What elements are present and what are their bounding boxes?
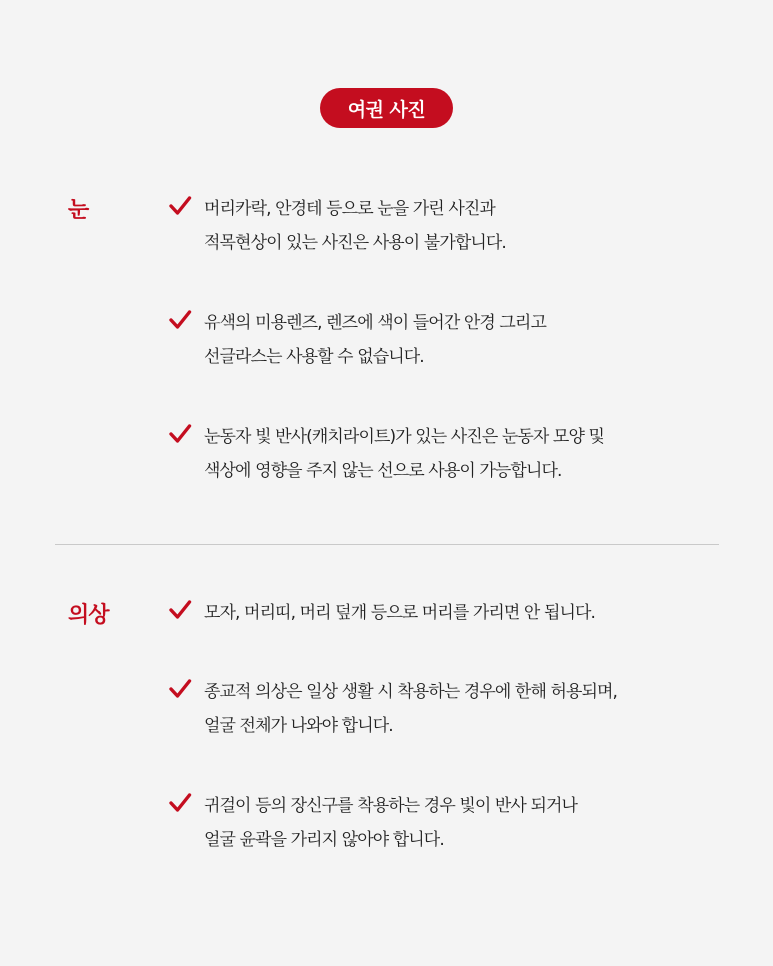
section-label-eyes: 눈: [68, 198, 89, 223]
item-line: 유색의 미용렌즈, 렌즈에 색이 들어간 안경 그리고: [204, 313, 546, 333]
check-icon: [168, 422, 192, 446]
section-divider: [55, 544, 719, 545]
list-item: [168, 420, 728, 488]
item-text: [204, 675, 728, 743]
item-text: [204, 306, 728, 374]
list-item: [168, 192, 728, 260]
check-icon: [168, 194, 192, 218]
check-icon: [168, 598, 192, 622]
item-line: 얼굴 전체가 나와야 합니다.: [204, 716, 393, 736]
item-line: 눈동자 빛 반사(캐치라이트)가 있는 사진은 눈동자 모양 및: [204, 427, 604, 447]
title-badge: [320, 88, 453, 128]
item-line: 모자, 머리띠, 머리 덮개 등으로 머리를 가리면 안 됩니다.: [204, 603, 596, 623]
item-line: 귀걸이 등의 장신구를 착용하는 경우 빛이 반사 되거나: [204, 796, 578, 816]
item-line: 머리카락, 안경테 등으로 눈을 가린 사진과: [204, 199, 495, 219]
item-text: [204, 420, 728, 488]
item-text: [204, 192, 728, 260]
item-text: [204, 596, 728, 630]
item-line: 종교적 의상은 일상 생활 시 착용하는 경우에 한해 허용되며,: [204, 682, 618, 702]
check-icon: [168, 791, 192, 815]
section-label-clothing: 의상: [68, 603, 109, 628]
list-item: [168, 306, 728, 374]
item-text: [204, 789, 728, 857]
list-item: [168, 596, 728, 630]
check-icon: [168, 308, 192, 332]
item-line: 선글라스는 사용할 수 없습니다.: [204, 347, 424, 367]
item-line: 색상에 영향을 주지 않는 선으로 사용이 가능합니다.: [204, 461, 562, 481]
list-item: [168, 789, 728, 857]
check-icon: [168, 677, 192, 701]
page-title: 여권 사진: [347, 98, 426, 121]
item-line: 적목현상이 있는 사진은 사용이 불가합니다.: [204, 233, 506, 253]
item-line: 얼굴 윤곽을 가리지 않아야 합니다.: [204, 830, 444, 850]
list-item: [168, 675, 728, 743]
